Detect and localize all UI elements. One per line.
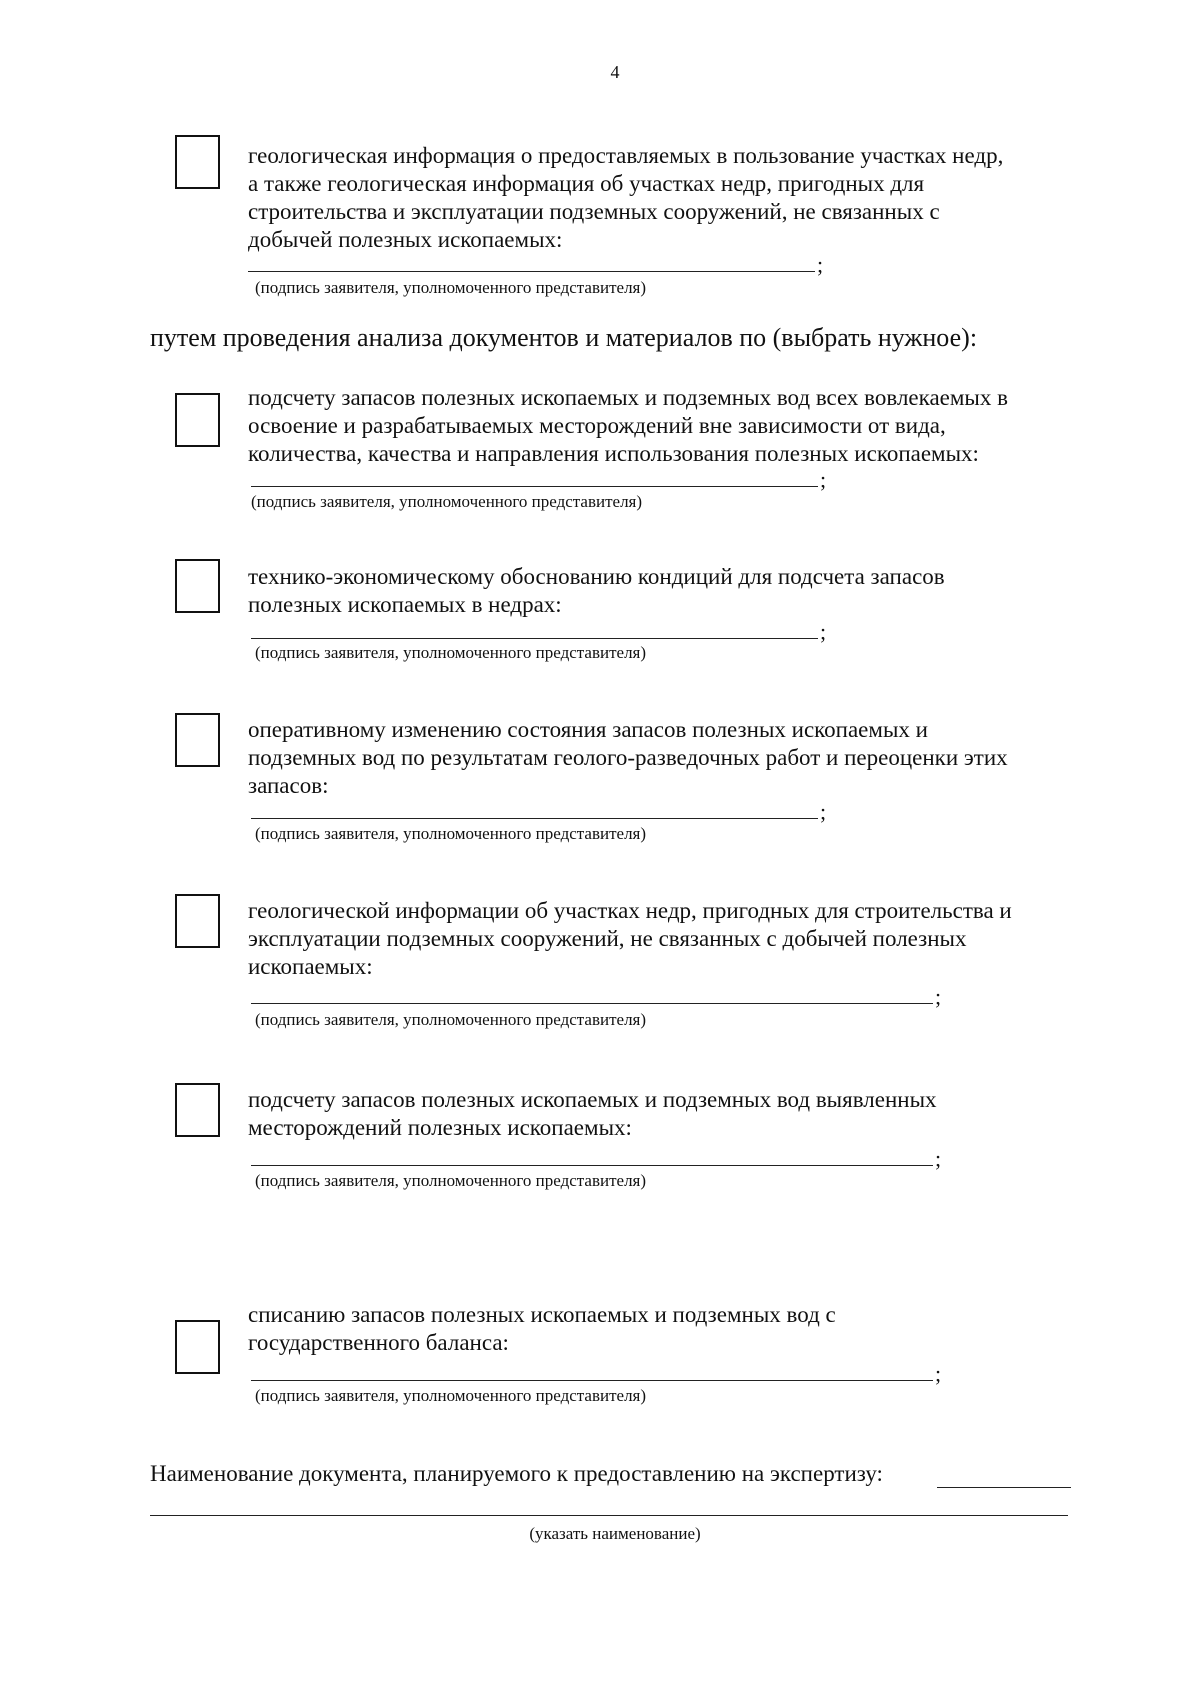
page-number: 4: [610, 62, 620, 82]
option-6-line-2: месторождений полезных ископаемых:: [248, 1115, 632, 1140]
option-5-checkbox[interactable]: [175, 894, 220, 948]
option-2-semicolon: ;: [820, 467, 827, 492]
option-2-line-2: освоение и разрабатываемых месторождений вне зависимости от вида,: [248, 413, 946, 438]
option-2-checkbox[interactable]: [175, 393, 220, 447]
option-4-line-1: оперативному изменению состояния запасов полезных ископаемых и: [248, 717, 928, 742]
option-4-text: [248, 716, 1088, 800]
option-7-checkbox[interactable]: [175, 1320, 220, 1374]
selection-intro: путем проведения анализа документов и материалов по (выбрать нужное):: [150, 323, 978, 352]
option-6-signature-caption: (подпись заявителя, уполномоченного представителя): [255, 1171, 647, 1190]
option-1-line-2: а также геологическая информация об участках недр, пригодных для: [248, 171, 925, 196]
option-2-signature-field[interactable]: [251, 486, 818, 487]
option-4-signature-caption: (подпись заявителя, уполномоченного представителя): [255, 824, 647, 843]
option-3-line-1: технико-экономическому обоснованию кондиций для подсчета запасов: [248, 564, 945, 589]
option-2-signature-caption: (подпись заявителя, уполномоченного представителя): [251, 492, 643, 511]
option-1-checkbox[interactable]: [175, 135, 220, 189]
option-5-signature-field[interactable]: [251, 1003, 933, 1004]
option-6-text: [248, 1086, 1088, 1142]
option-3-text: [248, 563, 1088, 619]
document-name-line[interactable]: [150, 1515, 1068, 1516]
option-7-line-2: государственного баланса:: [248, 1330, 509, 1355]
option-5-line-2: эксплуатации подземных сооружений, не связанных с добычей полезных: [248, 926, 967, 951]
option-1-signature-field[interactable]: [248, 271, 815, 272]
option-4-semicolon: ;: [820, 799, 827, 824]
option-4-line-3: запасов:: [248, 773, 329, 798]
option-2-text: [248, 384, 1088, 468]
document-name-caption: (указать наименование): [529, 1524, 701, 1543]
option-5-semicolon: ;: [935, 984, 942, 1009]
option-5-signature-caption: (подпись заявителя, уполномоченного представителя): [255, 1010, 647, 1029]
option-2-line-3: количества, качества и направления использования полезных ископаемых:: [248, 441, 979, 466]
option-6-signature-field[interactable]: [251, 1165, 933, 1166]
option-1-line-4: добычей полезных ископаемых:: [248, 227, 563, 252]
option-3-line-2: полезных ископаемых в недрах:: [248, 592, 562, 617]
option-6-line-1: подсчету запасов полезных ископаемых и подземных вод выявленных: [248, 1087, 937, 1112]
option-6-checkbox[interactable]: [175, 1083, 220, 1137]
option-3-signature-field[interactable]: [251, 638, 818, 639]
document-name-field[interactable]: [937, 1487, 1071, 1488]
option-3-signature-caption: (подпись заявителя, уполномоченного представителя): [255, 643, 647, 662]
option-1-semicolon: ;: [817, 252, 824, 277]
option-7-text: [248, 1301, 1088, 1357]
option-1-text: [248, 142, 1088, 254]
option-3-checkbox[interactable]: [175, 559, 220, 613]
option-5-line-3: ископаемых:: [248, 954, 373, 979]
option-7-semicolon: ;: [935, 1361, 942, 1386]
option-5-line-1: геологической информации об участках недр, пригодных для строительства и: [248, 898, 1012, 923]
option-4-checkbox[interactable]: [175, 713, 220, 767]
document-name-label: Наименование документа, планируемого к предоставлению на экспертизу:: [150, 1461, 883, 1486]
option-1-line-1: геологическая информация о предоставляемых в пользование участках недр,: [248, 143, 1004, 168]
option-4-signature-field[interactable]: [251, 818, 818, 819]
option-5-text: [248, 897, 1088, 981]
option-7-line-1: списанию запасов полезных ископаемых и подземных вод с: [248, 1302, 836, 1327]
option-2-line-1: подсчету запасов полезных ископаемых и подземных вод всех вовлекаемых в: [248, 385, 1008, 410]
option-7-signature-field[interactable]: [251, 1380, 933, 1381]
option-1-signature-caption: (подпись заявителя, уполномоченного представителя): [255, 278, 647, 297]
option-3-semicolon: ;: [820, 619, 827, 644]
option-6-semicolon: ;: [935, 1146, 942, 1171]
option-1-line-3: строительства и эксплуатации подземных сооружений, не связанных с: [248, 199, 940, 224]
option-4-line-2: подземных вод по результатам геолого-разведочных работ и переоценки этих: [248, 745, 1008, 770]
option-7-signature-caption: (подпись заявителя, уполномоченного представителя): [255, 1386, 647, 1405]
